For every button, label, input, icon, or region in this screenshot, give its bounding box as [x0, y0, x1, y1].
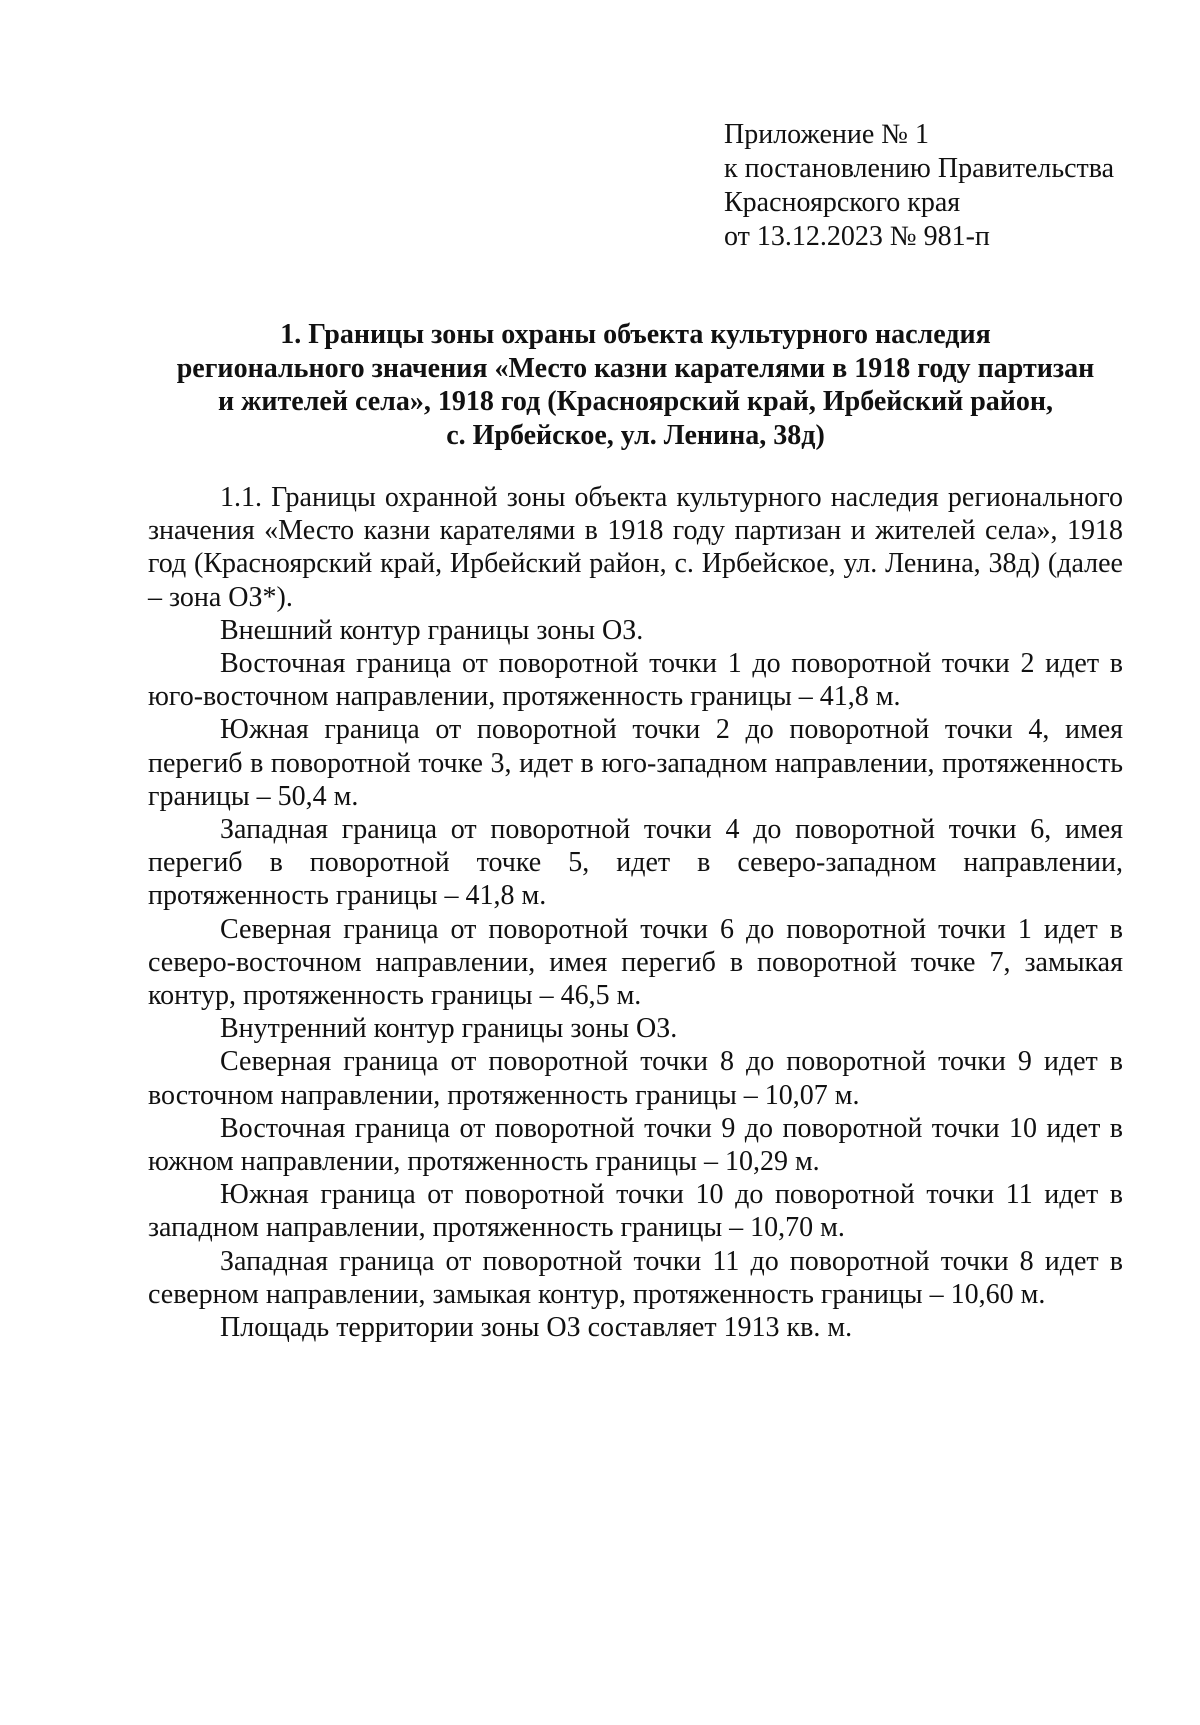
paragraph-outer-south-boundary: Южная граница от поворотной точки 2 до поворотной точки 4, имея перегиб в поворотной точке 3, идет в юго-западном направлении, протяженность границы – 50,4 м. [148, 714, 1123, 812]
paragraph-inner-east-boundary: Восточная граница от поворотной точки 9 до поворотной точки 10 идет в южном направлении, протяженность границы – 10,29 м. [148, 1112, 1123, 1178]
paragraph-inner-contour-heading: Внутренний контур границы зоны ОЗ. [220, 1013, 678, 1045]
appendix-region: Красноярского края [724, 187, 961, 218]
section-title-line: с. Ирбейское, ул. Ленина, 38д) [446, 419, 825, 451]
appendix-number: Приложение № 1 [724, 119, 929, 150]
paragraph-outer-west-boundary: Западная граница от поворотной точки 4 до поворотной точки 6, имея перегиб в поворотной точке 5, идет в северо-западном направлении, протяженность границы – 41,8 м. [148, 814, 1123, 912]
section-title-line: 1. Границы зоны охраны объекта культурного наследия [280, 319, 991, 350]
appendix-decree-ref: к постановлению Правительства [724, 153, 1115, 184]
appendix-header [724, 118, 1114, 254]
paragraph-outer-contour-heading: Внешний контур границы зоны ОЗ. [220, 614, 644, 646]
paragraph-intro: 1.1. Границы охранной зоны объекта культурного наследия регионального значения «Место казни карателями в 1918 году партизан и жителей села», 1918 год (Красноярский край, Ирбейский район, с. Ирбейское, ул. Ленина, 38д) (далее – зона ОЗ*). [148, 482, 1123, 613]
paragraph-inner-west-boundary: Западная граница от поворотной точки 11 до поворотной точки 8 идет в северном направлении, замыкая контур, протяженность границы – 10,60 м. [148, 1245, 1123, 1310]
paragraph-zone-area: Площадь территории зоны ОЗ составляет 1913 кв. м. [220, 1312, 853, 1344]
paragraph-inner-north-boundary: Северная граница от поворотной точки 8 до поворотной точки 9 идет в восточном направлении, протяженность границы – 10,07 м. [148, 1046, 1123, 1111]
section-title-line: регионального значения «Место казни карателями в 1918 году партизан [176, 352, 1095, 384]
document-body [148, 481, 1123, 1344]
paragraph-outer-north-boundary: Северная граница от поворотной точки 6 до поворотной точки 1 идет в северо-восточном направлении, имея перегиб в поворотной точке 7, замыкая контур, протяженность границы – 46,5 м. [148, 913, 1123, 1012]
section-title-line: и жителей села», 1918 год (Красноярский край, Ирбейский район, [217, 386, 1054, 417]
paragraph-outer-east-boundary: Восточная граница от поворотной точки 1 до поворотной точки 2 идет в юго-восточном направлении, протяженность границы – 41,8 м. [148, 648, 1123, 713]
appendix-date-number: от 13.12.2023 № 981-п [724, 221, 990, 252]
section-title [148, 318, 1123, 452]
paragraph-inner-south-boundary: Южная граница от поворотной точки 10 до поворотной точки 11 идет в западном направлении, протяженность границы – 10,70 м. [148, 1179, 1123, 1244]
